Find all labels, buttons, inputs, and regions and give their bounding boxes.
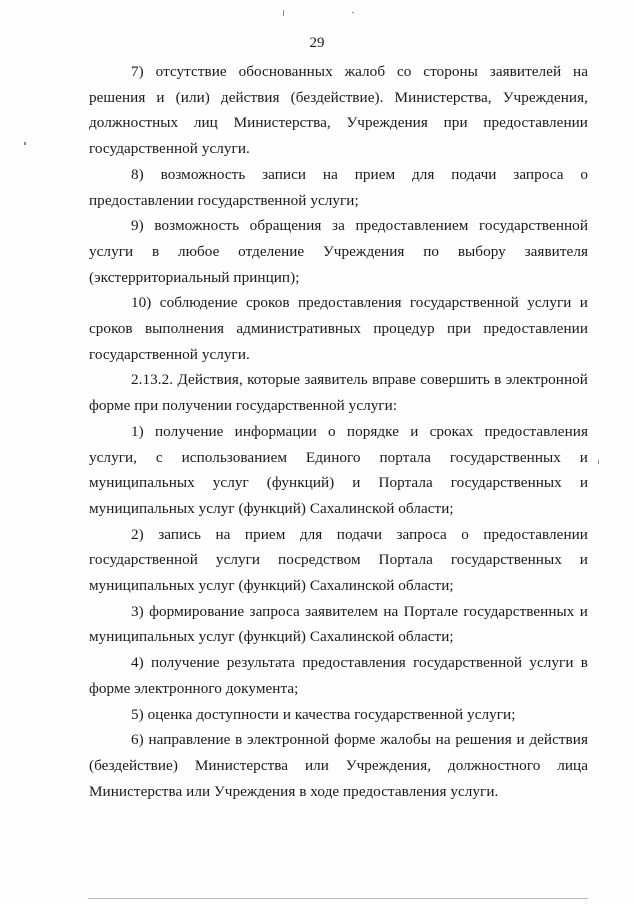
- scan-speck: [598, 460, 599, 464]
- paragraph: 9) возможность обращения за предоставлением государственной услуги в любое отделение Учреждения по выбору заявителя (экстерриториальный принцип);: [89, 217, 588, 286]
- paragraph: 4) получение результата предоставления государственной услуги в форме электронного документа;: [89, 654, 588, 697]
- paragraph: 10) соблюдение сроков предоставления государственной услуги и сроков выполнения административных процедур при предоставлении государственной услуги.: [89, 294, 588, 363]
- paragraph: 1) получение информации о порядке и сроках предоставления услуги, с использованием Единого портала государственных и муниципальных услуг (функций) и Портала государственных и муниципальных услуг (функций) Сахалинской области;: [89, 422, 588, 517]
- page-number: 29: [309, 35, 325, 51]
- scan-edge-line: [88, 898, 588, 899]
- paragraph: 8) возможность записи на прием для подачи запроса о предоставлении государственной услуги;: [89, 165, 588, 209]
- paragraph: 3) формирование запроса заявителем на Портале государственных и муниципальных услуг (функций) Сахалинской области;: [89, 602, 588, 646]
- scan-speck: [283, 10, 284, 16]
- paragraph: 7) отсутствие обоснованных жалоб со стороны заявителей на решения и (или) действия (бездействие). Министерства, Учреждения, должностных лиц Министерства, Учреждения при предоставлении государственной услуги.: [89, 63, 588, 158]
- document-body: [89, 59, 588, 804]
- paragraph: 2) запись на прием для подачи запроса о предоставлении государственной услуги посредством Портала государственных и муниципальных услуг (функций) Сахалинской области;: [89, 525, 588, 595]
- paragraph: 6) направление в электронной форме жалобы на решения и действия (бездействие) Министерства или Учреждения, должностного лица Министерства или Учреждения в ходе предоставления услуги.: [89, 731, 588, 800]
- paragraph: 5) оценка доступности и качества государственной услуги;: [131, 705, 516, 723]
- paragraph: 2.13.2. Действия, которые заявитель вправе совершить в электронной форме при получении государственной услуги:: [89, 371, 588, 415]
- scan-speck: [24, 142, 26, 145]
- scan-speck: [352, 12, 354, 13]
